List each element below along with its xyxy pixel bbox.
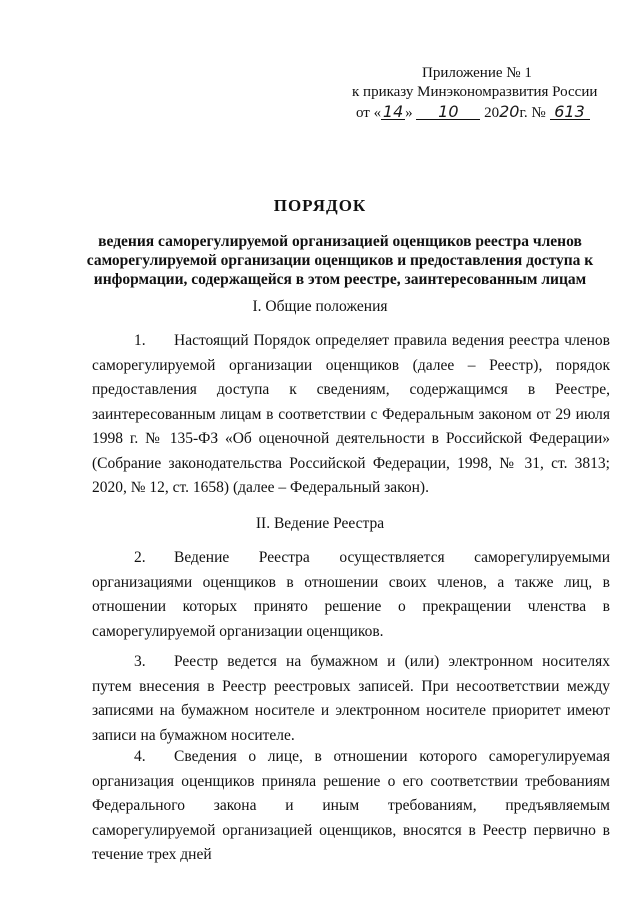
annex-order-ref: к приказу Минэкономразвития России xyxy=(352,84,598,100)
paragraph-2 xyxy=(92,546,610,644)
paragraph-number: 4. xyxy=(134,748,146,765)
handwritten-order-number: 613 xyxy=(550,104,590,120)
date-prefix: от « xyxy=(356,105,382,121)
document-title: ПОРЯДОК xyxy=(273,196,367,215)
paragraph-text: Ведение Реестра осуществляется саморегулируемыми организациями оценщиков в отношении своих членов, а также лиц, в отношении которых принято решение о прекращении членства в саморегулируемой организации оценщиков. xyxy=(92,549,610,640)
paragraph-3 xyxy=(92,650,610,748)
year-suffix: г. № xyxy=(519,105,546,121)
year-prefix: 20 xyxy=(484,105,500,121)
paragraph-text: Реестр ведется на бумажном и (или) электронном носителях путем внесения в Реестр реестровых записей. При несоответствии между записями на бумажном носителе и электронном носителе приоритет имеют записи на бумажном носителе. xyxy=(92,653,610,744)
annex-title: Приложение № 1 xyxy=(422,65,532,81)
paragraph-number: 2. xyxy=(134,549,146,566)
handwritten-day: 14 xyxy=(382,102,404,121)
date-mid: » xyxy=(405,105,413,121)
paragraph-text: Настоящий Порядок определяет правила ведения реестра членов саморегулируемой организации оценщиков (далее – Реестр), порядок предоставления доступа к сведениям, содержащимся в Реестре, заинтересованным лицам в соответствии с Федеральным законом от 29 июля 1998 г. № 135-ФЗ «Об оценочной деятельности в Российской Федерации» (Собрание законодательства Российской Федерации, 1998, № 31, ст. 3813; 2020, № 12, ст. 1658) (далее – Федеральный закон). xyxy=(92,332,610,496)
paragraph-number: 3. xyxy=(134,653,146,670)
paragraph-4 xyxy=(92,745,610,868)
paragraph-number: 1. xyxy=(134,332,146,349)
handwritten-month: 10 xyxy=(416,104,480,120)
handwritten-year: 20 xyxy=(499,102,520,121)
section-heading-registry: II. Ведение Реестра xyxy=(255,515,385,532)
annex-date-line xyxy=(352,102,612,123)
section-heading-general: I. Общие положения xyxy=(252,298,388,315)
annex-block xyxy=(352,64,612,123)
paragraph-text: Сведения о лице, в отношении которого саморегулируемая организация оценщиков приняла решение о его соответствии требованиям Федерального закона и иным требованиям, предъявляемым саморегулируемой организацией оценщиков, вносятся в Реестр первично в течение трех дней xyxy=(92,748,610,863)
paragraph-1 xyxy=(92,329,610,501)
document-subtitle: ведения саморегулируемой организацией оценщиков реестра членов саморегулируемой организации оценщиков и предоставления доступа к информации, содержащейся в этом реестре, заинтересованным лицам xyxy=(86,233,594,288)
